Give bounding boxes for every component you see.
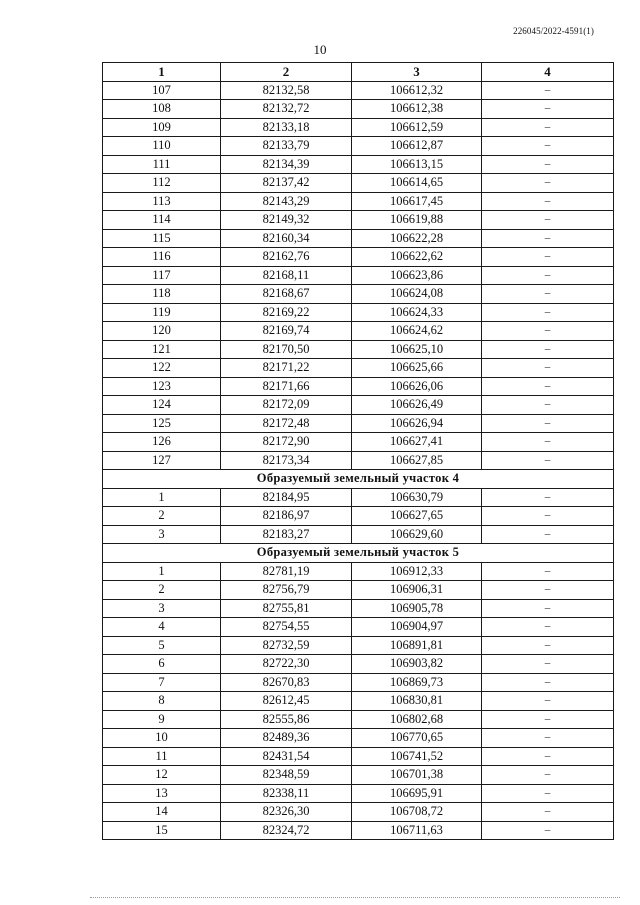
x-coordinate-cell: 82143,29 (221, 192, 352, 211)
table-row (103, 784, 614, 803)
note-cell: – (482, 192, 614, 211)
point-number-cell: 113 (103, 192, 221, 211)
y-coordinate-cell: 106695,91 (352, 784, 482, 803)
table-row (103, 488, 614, 507)
table-row (103, 322, 614, 341)
section-row (103, 470, 614, 489)
x-coordinate-cell: 82169,22 (221, 303, 352, 322)
x-coordinate-cell: 82162,76 (221, 248, 352, 267)
note-cell: – (482, 821, 614, 840)
note-cell: – (482, 137, 614, 156)
table-row (103, 266, 614, 285)
point-number-cell: 125 (103, 414, 221, 433)
table-row (103, 359, 614, 378)
x-coordinate-cell: 82133,79 (221, 137, 352, 156)
point-number-cell: 127 (103, 451, 221, 470)
y-coordinate-cell: 106627,65 (352, 507, 482, 526)
x-coordinate-cell: 82489,36 (221, 729, 352, 748)
table-row (103, 118, 614, 137)
x-coordinate-cell: 82781,19 (221, 562, 352, 581)
x-coordinate-cell: 82171,66 (221, 377, 352, 396)
x-coordinate-cell: 82756,79 (221, 581, 352, 600)
table-row (103, 248, 614, 267)
y-coordinate-cell: 106627,85 (352, 451, 482, 470)
x-coordinate-cell: 82338,11 (221, 784, 352, 803)
column-header-point: 1 (103, 63, 221, 82)
note-cell: – (482, 433, 614, 452)
table-row (103, 821, 614, 840)
note-cell: – (482, 414, 614, 433)
x-coordinate-cell: 82137,42 (221, 174, 352, 193)
note-cell: – (482, 174, 614, 193)
x-coordinate-cell: 82722,30 (221, 655, 352, 674)
point-number-cell: 118 (103, 285, 221, 304)
note-cell: – (482, 248, 614, 267)
point-number-cell: 108 (103, 100, 221, 119)
note-cell: – (482, 266, 614, 285)
note-cell: – (482, 488, 614, 507)
y-coordinate-cell: 106612,32 (352, 81, 482, 100)
x-coordinate-cell: 82149,32 (221, 211, 352, 230)
y-coordinate-cell: 106891,81 (352, 636, 482, 655)
point-number-cell: 126 (103, 433, 221, 452)
x-coordinate-cell: 82169,74 (221, 322, 352, 341)
y-coordinate-cell: 106619,88 (352, 211, 482, 230)
point-number-cell: 11 (103, 747, 221, 766)
section-title: Образуемый земельный участок 4 (103, 470, 614, 489)
y-coordinate-cell: 106741,52 (352, 747, 482, 766)
y-coordinate-cell: 106624,08 (352, 285, 482, 304)
table-row (103, 562, 614, 581)
x-coordinate-cell: 82183,27 (221, 525, 352, 544)
column-header-y: 3 (352, 63, 482, 82)
x-coordinate-cell: 82168,67 (221, 285, 352, 304)
x-coordinate-cell: 82132,58 (221, 81, 352, 100)
table-row (103, 340, 614, 359)
x-coordinate-cell: 82168,11 (221, 266, 352, 285)
x-coordinate-cell: 82754,55 (221, 618, 352, 637)
y-coordinate-cell: 106701,38 (352, 766, 482, 785)
x-coordinate-cell: 82134,39 (221, 155, 352, 174)
table-row (103, 155, 614, 174)
note-cell: – (482, 784, 614, 803)
table-row (103, 433, 614, 452)
table-row (103, 618, 614, 637)
note-cell: – (482, 396, 614, 415)
point-number-cell: 123 (103, 377, 221, 396)
table-row (103, 174, 614, 193)
point-number-cell: 124 (103, 396, 221, 415)
y-coordinate-cell: 106630,79 (352, 488, 482, 507)
table-row (103, 100, 614, 119)
note-cell: – (482, 803, 614, 822)
y-coordinate-cell: 106614,65 (352, 174, 482, 193)
note-cell: – (482, 766, 614, 785)
table-row (103, 81, 614, 100)
x-coordinate-cell: 82132,72 (221, 100, 352, 119)
y-coordinate-cell: 106830,81 (352, 692, 482, 711)
point-number-cell: 121 (103, 340, 221, 359)
note-cell: – (482, 562, 614, 581)
y-coordinate-cell: 106904,97 (352, 618, 482, 637)
note-cell: – (482, 692, 614, 711)
x-coordinate-cell: 82186,97 (221, 507, 352, 526)
y-coordinate-cell: 106903,82 (352, 655, 482, 674)
y-coordinate-cell: 106905,78 (352, 599, 482, 618)
table-row (103, 192, 614, 211)
note-cell: – (482, 377, 614, 396)
x-coordinate-cell: 82348,59 (221, 766, 352, 785)
x-coordinate-cell: 82173,34 (221, 451, 352, 470)
x-coordinate-cell: 82324,72 (221, 821, 352, 840)
point-number-cell: 111 (103, 155, 221, 174)
table-row (103, 581, 614, 600)
note-cell: – (482, 211, 614, 230)
y-coordinate-cell: 106612,38 (352, 100, 482, 119)
y-coordinate-cell: 106612,59 (352, 118, 482, 137)
point-number-cell: 12 (103, 766, 221, 785)
y-coordinate-cell: 106626,94 (352, 414, 482, 433)
y-coordinate-cell: 106623,86 (352, 266, 482, 285)
y-coordinate-cell: 106625,10 (352, 340, 482, 359)
x-coordinate-cell: 82755,81 (221, 599, 352, 618)
point-number-cell: 112 (103, 174, 221, 193)
table-row (103, 137, 614, 156)
point-number-cell: 2 (103, 507, 221, 526)
point-number-cell: 7 (103, 673, 221, 692)
table-row (103, 710, 614, 729)
point-number-cell: 14 (103, 803, 221, 822)
note-cell: – (482, 81, 614, 100)
point-number-cell: 115 (103, 229, 221, 248)
table-row (103, 729, 614, 748)
y-coordinate-cell: 106906,31 (352, 581, 482, 600)
point-number-cell: 116 (103, 248, 221, 267)
point-number-cell: 2 (103, 581, 221, 600)
point-number-cell: 114 (103, 211, 221, 230)
point-number-cell: 13 (103, 784, 221, 803)
y-coordinate-cell: 106626,49 (352, 396, 482, 415)
note-cell: – (482, 155, 614, 174)
x-coordinate-cell: 82172,09 (221, 396, 352, 415)
note-cell: – (482, 618, 614, 637)
point-number-cell: 1 (103, 488, 221, 507)
table-row (103, 507, 614, 526)
page-bottom-edge (90, 897, 620, 898)
x-coordinate-cell: 82612,45 (221, 692, 352, 711)
point-number-cell: 122 (103, 359, 221, 378)
x-coordinate-cell: 82670,83 (221, 673, 352, 692)
document-id: 226045/2022-4591(1) (513, 26, 594, 36)
y-coordinate-cell: 106629,60 (352, 525, 482, 544)
note-cell: – (482, 322, 614, 341)
x-coordinate-cell: 82431,54 (221, 747, 352, 766)
point-number-cell: 4 (103, 618, 221, 637)
note-cell: – (482, 747, 614, 766)
x-coordinate-cell: 82326,30 (221, 803, 352, 822)
point-number-cell: 117 (103, 266, 221, 285)
point-number-cell: 10 (103, 729, 221, 748)
table-row (103, 655, 614, 674)
table-row (103, 803, 614, 822)
point-number-cell: 110 (103, 137, 221, 156)
y-coordinate-cell: 106624,33 (352, 303, 482, 322)
y-coordinate-cell: 106708,72 (352, 803, 482, 822)
table-row (103, 377, 614, 396)
note-cell: – (482, 340, 614, 359)
y-coordinate-cell: 106622,28 (352, 229, 482, 248)
y-coordinate-cell: 106613,15 (352, 155, 482, 174)
y-coordinate-cell: 106802,68 (352, 710, 482, 729)
point-number-cell: 119 (103, 303, 221, 322)
y-coordinate-cell: 106617,45 (352, 192, 482, 211)
y-coordinate-cell: 106612,87 (352, 137, 482, 156)
point-number-cell: 107 (103, 81, 221, 100)
table-row (103, 285, 614, 304)
x-coordinate-cell: 82172,48 (221, 414, 352, 433)
note-cell: – (482, 303, 614, 322)
y-coordinate-cell: 106626,06 (352, 377, 482, 396)
header-row (103, 63, 614, 82)
y-coordinate-cell: 106627,41 (352, 433, 482, 452)
table-row (103, 396, 614, 415)
y-coordinate-cell: 106711,63 (352, 821, 482, 840)
table-row (103, 747, 614, 766)
note-cell: – (482, 729, 614, 748)
point-number-cell: 109 (103, 118, 221, 137)
x-coordinate-cell: 82732,59 (221, 636, 352, 655)
table-row (103, 451, 614, 470)
point-number-cell: 5 (103, 636, 221, 655)
y-coordinate-cell: 106624,62 (352, 322, 482, 341)
point-number-cell: 8 (103, 692, 221, 711)
note-cell: – (482, 118, 614, 137)
y-coordinate-cell: 106622,62 (352, 248, 482, 267)
section-row (103, 544, 614, 563)
note-cell: – (482, 655, 614, 674)
x-coordinate-cell: 82133,18 (221, 118, 352, 137)
x-coordinate-cell: 82172,90 (221, 433, 352, 452)
note-cell: – (482, 581, 614, 600)
point-number-cell: 120 (103, 322, 221, 341)
table-row (103, 692, 614, 711)
x-coordinate-cell: 82171,22 (221, 359, 352, 378)
section-title: Образуемый земельный участок 5 (103, 544, 614, 563)
point-number-cell: 3 (103, 599, 221, 618)
note-cell: – (482, 359, 614, 378)
column-header-x: 2 (221, 63, 352, 82)
point-number-cell: 3 (103, 525, 221, 544)
note-cell: – (482, 673, 614, 692)
x-coordinate-cell: 82160,34 (221, 229, 352, 248)
table-row (103, 414, 614, 433)
table-row (103, 636, 614, 655)
y-coordinate-cell: 106912,33 (352, 562, 482, 581)
page-number: 10 (313, 42, 327, 57)
table-row (103, 599, 614, 618)
point-number-cell: 1 (103, 562, 221, 581)
coordinates-table (102, 62, 614, 840)
note-cell: – (482, 507, 614, 526)
note-cell: – (482, 636, 614, 655)
table-body (103, 81, 614, 840)
point-number-cell: 6 (103, 655, 221, 674)
point-number-cell: 15 (103, 821, 221, 840)
table-row (103, 211, 614, 230)
y-coordinate-cell: 106625,66 (352, 359, 482, 378)
note-cell: – (482, 285, 614, 304)
note-cell: – (482, 599, 614, 618)
note-cell: – (482, 100, 614, 119)
table-header (103, 63, 614, 82)
point-number-cell: 9 (103, 710, 221, 729)
x-coordinate-cell: 82555,86 (221, 710, 352, 729)
table-row (103, 766, 614, 785)
table-row (103, 303, 614, 322)
table-row (103, 673, 614, 692)
x-coordinate-cell: 82170,50 (221, 340, 352, 359)
y-coordinate-cell: 106869,73 (352, 673, 482, 692)
note-cell: – (482, 525, 614, 544)
column-header-note: 4 (482, 63, 614, 82)
y-coordinate-cell: 106770,65 (352, 729, 482, 748)
note-cell: – (482, 229, 614, 248)
note-cell: – (482, 710, 614, 729)
x-coordinate-cell: 82184,95 (221, 488, 352, 507)
table-row (103, 229, 614, 248)
table-row (103, 525, 614, 544)
note-cell: – (482, 451, 614, 470)
